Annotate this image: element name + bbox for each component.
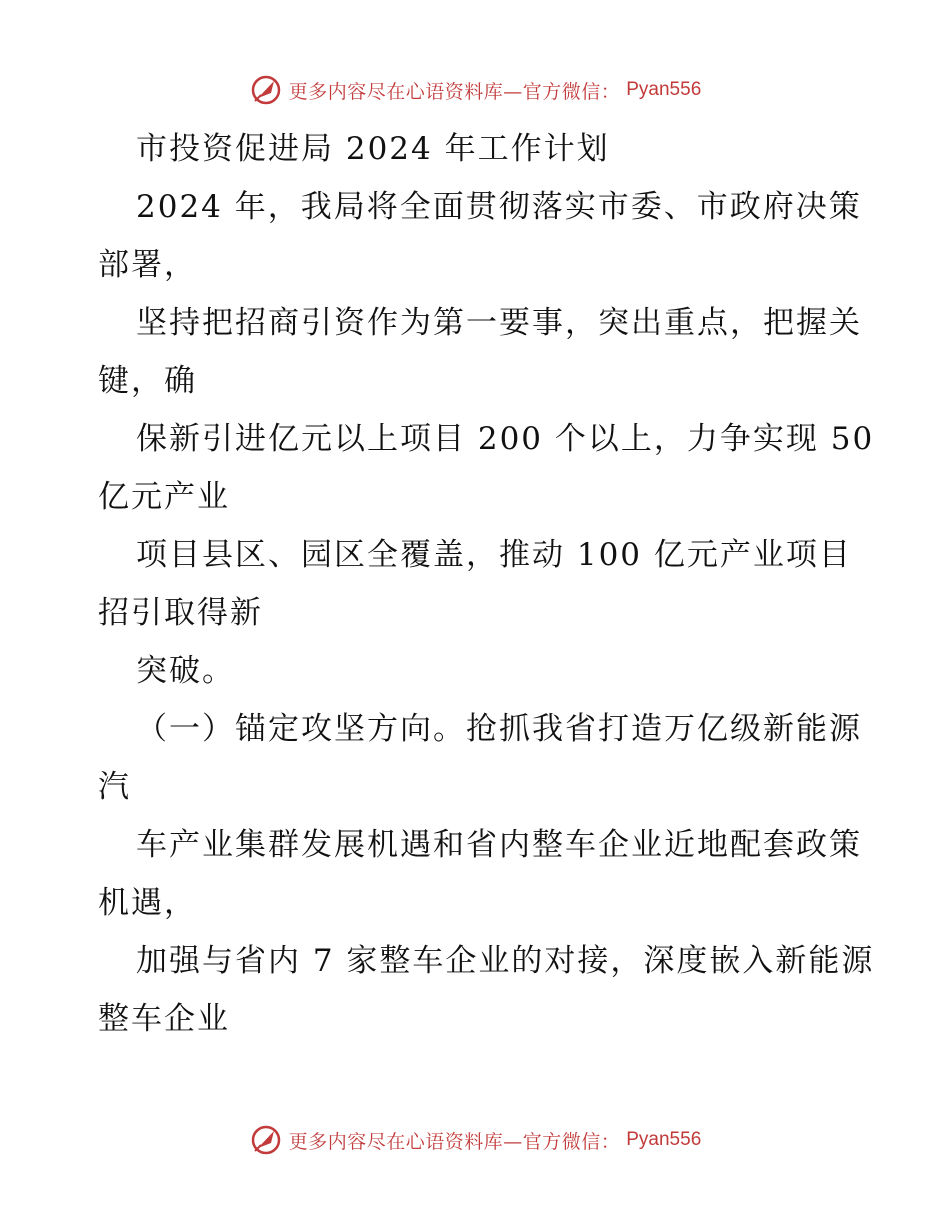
- watermark-wechat-id: Pyan556: [626, 1129, 702, 1150]
- section-heading: （一）锚定攻坚方向。抢抓我省打造万亿级新能源汽: [98, 711, 862, 805]
- watermark-text: 更多内容尽在心语资料库—官方微信：: [288, 80, 621, 103]
- feather-pen-logo-icon: [249, 73, 283, 107]
- header-watermark: [0, 70, 950, 110]
- watermark-wechat-id: Pyan556: [626, 79, 702, 100]
- feather-pen-logo-icon: [249, 1123, 283, 1157]
- paragraph: 坚持把招商引资作为第一要事，突出重点，把握关键，确: [98, 305, 862, 399]
- footer-watermark: [0, 1120, 950, 1160]
- document-body: [98, 120, 878, 1048]
- watermark-text: 更多内容尽在心语资料库—官方微信：: [288, 1130, 621, 1153]
- paragraph: 车产业集群发展机遇和省内整车企业近地配套政策机遇，: [98, 827, 862, 921]
- document-title: 市投资促进局 2024 年工作计划: [136, 131, 610, 167]
- paragraph: 保新引进亿元以上项目 200 个以上，力争实现 50 亿元产业: [98, 421, 875, 515]
- paragraph: 项目县区、园区全覆盖，推动 100 亿元产业项目招引取得新: [98, 537, 852, 631]
- paragraph: 2024 年，我局将全面贯彻落实市委、市政府决策部署，: [98, 189, 862, 283]
- paragraph: 加强与省内 7 家整车企业的对接，深度嵌入新能源整车企业: [98, 943, 875, 1037]
- paragraph: 突破。: [136, 653, 235, 689]
